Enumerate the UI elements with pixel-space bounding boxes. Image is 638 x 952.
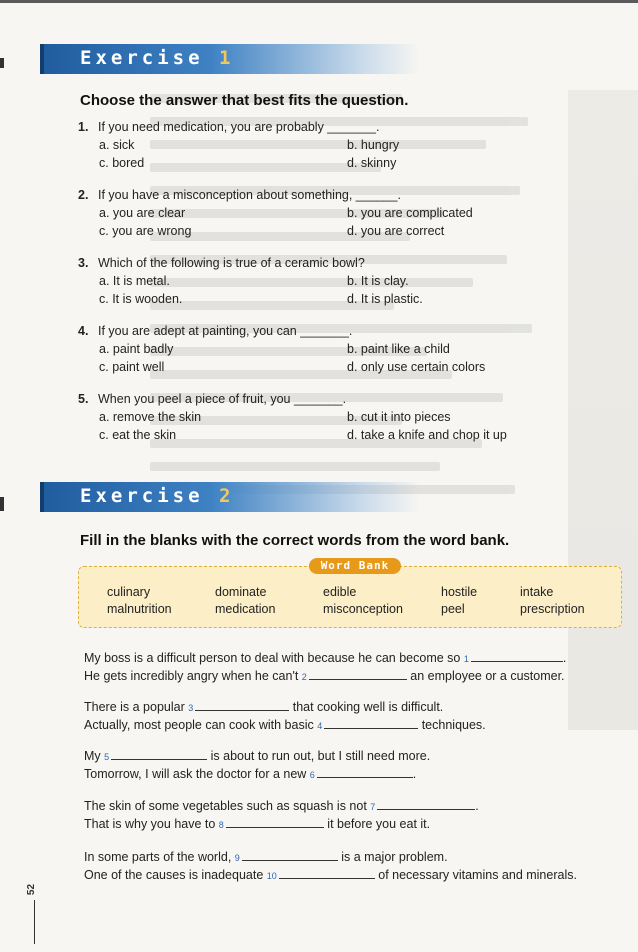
- fill-sentence-2: [84, 667, 565, 685]
- exercise-1-header: [40, 44, 420, 74]
- option-d[interactable]: d. only use certain colors: [347, 360, 486, 374]
- exercise-2-instruction: Fill in the blanks with the correct words from the word bank.: [80, 532, 510, 549]
- exercise-1-instruction: Choose the answer that best fits the question.: [80, 92, 409, 109]
- blank-number: 3: [188, 703, 194, 713]
- exercise-1-title: [80, 47, 234, 69]
- option-c[interactable]: c. It is wooden.: [99, 292, 183, 306]
- option-a[interactable]: a. remove the skin: [99, 410, 202, 424]
- answer-blank[interactable]: [324, 716, 418, 729]
- fill-sentence-5: [84, 747, 430, 765]
- sentence-text: is about to run out, but I still need more.: [207, 749, 431, 763]
- option-b[interactable]: b. cut it into pieces: [347, 410, 451, 424]
- answer-blank[interactable]: [377, 797, 475, 810]
- option-a[interactable]: a. paint badly: [99, 342, 174, 356]
- top-rule: [0, 0, 638, 3]
- word-bank-word: culinary: [107, 585, 151, 599]
- fill-sentence-1: [84, 649, 566, 667]
- answer-blank[interactable]: [195, 698, 289, 711]
- sentence-text: that cooking well is difficult.: [289, 700, 444, 714]
- option-b[interactable]: b. paint like a child: [347, 342, 450, 356]
- word-bank-word: prescription: [520, 602, 585, 616]
- word-bank-label: Word Bank: [309, 558, 401, 574]
- blank-number: 4: [317, 721, 323, 731]
- sentence-text: The skin of some vegetables such as squash is not: [84, 799, 371, 813]
- option-d[interactable]: d. take a knife and chop it up: [347, 428, 507, 442]
- question-4: [78, 322, 598, 376]
- question-1: [78, 118, 598, 172]
- answer-blank[interactable]: [226, 815, 324, 828]
- word-bank-word: misconception: [323, 602, 403, 616]
- word-bank-word: intake: [520, 585, 554, 599]
- question-stem: If you need medication, you are probably _______.: [98, 120, 380, 134]
- fill-sentence-10: [84, 866, 577, 884]
- option-c[interactable]: c. paint well: [99, 360, 165, 374]
- question-5: [78, 390, 598, 444]
- option-c[interactable]: c. eat the skin: [99, 428, 177, 442]
- question-stem: Which of the following is true of a ceramic bowl?: [98, 256, 365, 270]
- sentence-text: Tomorrow, I will ask the doctor for a new: [84, 767, 310, 781]
- question-stem: If you have a misconception about something, ______.: [98, 188, 401, 202]
- question-number: 4.: [78, 324, 89, 338]
- option-d[interactable]: d. you are correct: [347, 224, 445, 238]
- sentence-text: an employee or a customer.: [406, 669, 565, 683]
- option-b[interactable]: b. It is clay.: [347, 274, 409, 288]
- option-c[interactable]: c. bored: [99, 156, 145, 170]
- blank-number: 8: [218, 820, 224, 830]
- sentence-text: There is a popular: [84, 700, 189, 714]
- option-d[interactable]: d. skinny: [347, 156, 397, 170]
- option-c[interactable]: c. you are wrong: [99, 224, 192, 238]
- question-number: 5.: [78, 392, 89, 406]
- answer-blank[interactable]: [471, 649, 563, 662]
- blank-number: 10: [266, 871, 277, 881]
- blank-number: 9: [234, 853, 240, 863]
- question-stem: If you are adept at painting, you can _______.: [98, 324, 353, 338]
- sentence-text: He gets incredibly angry when he can't: [84, 669, 302, 683]
- word-bank: [78, 559, 622, 628]
- answer-blank[interactable]: [242, 848, 338, 861]
- blank-number: 2: [301, 672, 307, 682]
- page-number-rule: [34, 900, 35, 944]
- sentence-text: In some parts of the world,: [84, 850, 235, 864]
- exercise-number: 1: [218, 47, 235, 69]
- answer-blank[interactable]: [279, 866, 375, 879]
- sentence-text: My: [84, 749, 105, 763]
- fill-sentence-8: [84, 815, 430, 833]
- answer-blank[interactable]: [111, 747, 207, 760]
- question-number: 1.: [78, 120, 89, 134]
- question-2: [78, 186, 598, 240]
- fill-sentence-9: [84, 848, 448, 866]
- answer-blank[interactable]: [317, 765, 413, 778]
- option-a[interactable]: a. you are clear: [99, 206, 186, 220]
- sentence-text: is a major problem.: [337, 850, 448, 864]
- word-bank-word: dominate: [215, 585, 267, 599]
- question-number: 3.: [78, 256, 89, 270]
- blank-number: 6: [309, 770, 315, 780]
- option-a[interactable]: a. sick: [99, 138, 135, 152]
- question-3: [78, 254, 598, 308]
- exercise-number: 2: [218, 485, 235, 507]
- sentence-text: it before you eat it.: [323, 817, 431, 831]
- word-bank-word: edible: [323, 585, 357, 599]
- option-b[interactable]: b. you are complicated: [347, 206, 473, 220]
- question-stem: When you peel a piece of fruit, you _______.: [98, 392, 347, 406]
- sentence-text: of necessary vitamins and minerals.: [374, 868, 577, 882]
- page-number: 52: [26, 883, 38, 896]
- exercise-word: Exercise: [80, 485, 204, 507]
- left-margin-mark: [0, 58, 4, 68]
- word-bank-word: hostile: [441, 585, 478, 599]
- sentence-text: That is why you have to: [84, 817, 219, 831]
- sentence-text: .: [475, 799, 479, 813]
- option-b[interactable]: b. hungry: [347, 138, 400, 152]
- blank-number: 7: [370, 802, 376, 812]
- header-accent: [40, 482, 44, 512]
- fill-sentence-6: [84, 765, 416, 783]
- word-bank-word: peel: [441, 602, 465, 616]
- option-d[interactable]: d. It is plastic.: [347, 292, 423, 306]
- blank-number: 5: [104, 752, 110, 762]
- exercise-2-header: [40, 482, 420, 512]
- header-accent: [40, 44, 44, 74]
- sentence-text: One of the causes is inadequate: [84, 868, 267, 882]
- sentence-text: .: [562, 651, 567, 665]
- word-bank-word: malnutrition: [107, 602, 172, 616]
- fill-sentence-4: [84, 716, 486, 734]
- word-bank-word: medication: [215, 602, 276, 616]
- exercise-2-title: [80, 485, 234, 507]
- fill-sentence-7: [84, 797, 479, 815]
- left-margin-mark: [0, 497, 4, 511]
- option-a[interactable]: a. It is metal.: [99, 274, 170, 288]
- sentence-text: .: [412, 767, 417, 781]
- answer-blank[interactable]: [309, 667, 407, 680]
- sentence-text: Actually, most people can cook with basic: [84, 718, 318, 732]
- blank-number: 1: [463, 654, 469, 664]
- exercise-word: Exercise: [80, 47, 204, 69]
- question-number: 2.: [78, 188, 89, 202]
- fill-sentence-3: [84, 698, 443, 716]
- sentence-text: My boss is a difficult person to deal with because he can become so: [84, 651, 464, 665]
- sentence-text: techniques.: [418, 718, 486, 732]
